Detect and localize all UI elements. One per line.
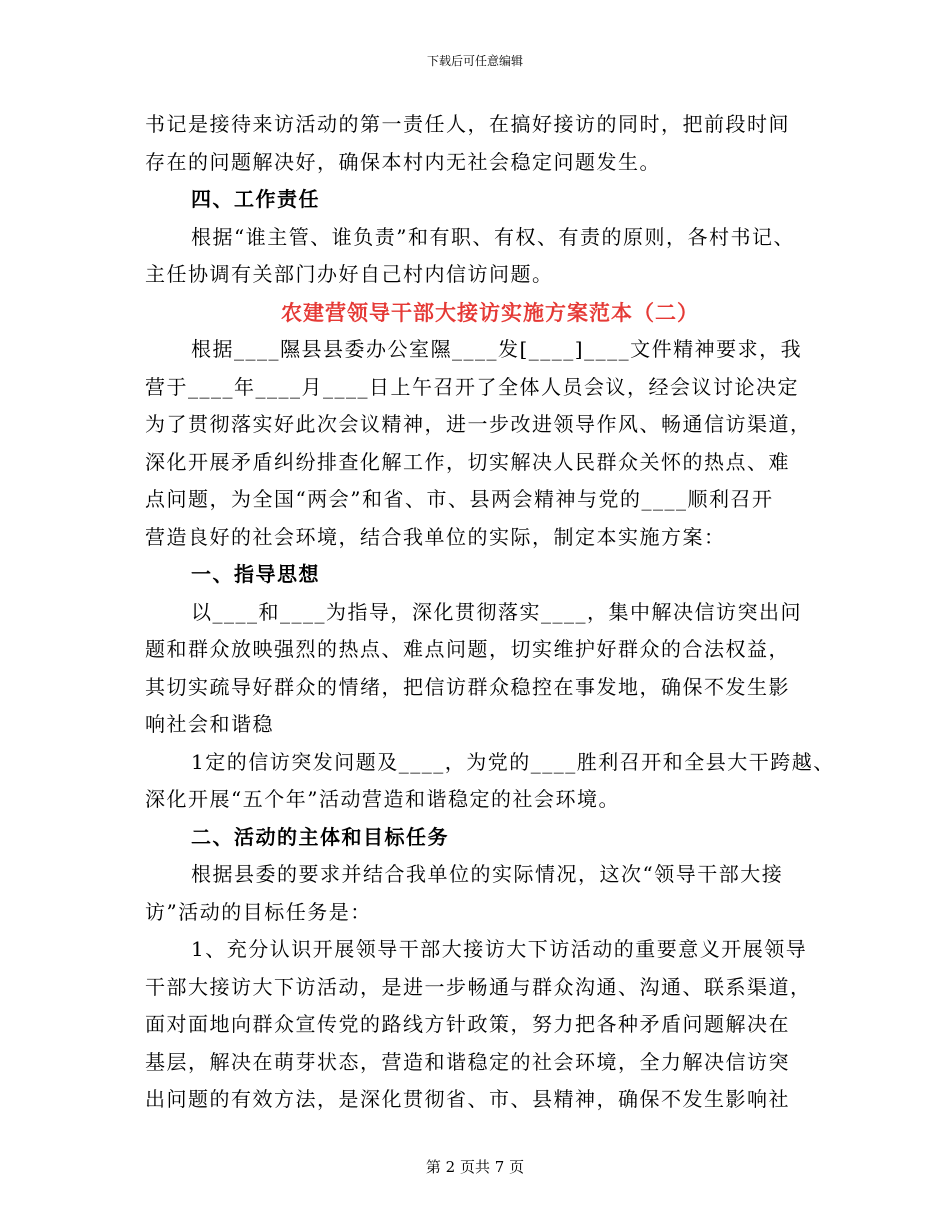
text-line: 根据“谁主管、谁负责”和有职、有权、有责的原则，各村书记、 xyxy=(191,224,795,249)
text-line: 营于____年____月____日上午召开了全体人员会议，经会议讨论决定 xyxy=(145,374,799,399)
page-number: 第 2 页共 7 页 xyxy=(425,1158,525,1176)
text-line: 响社会和谐稳 xyxy=(145,712,274,736)
section-heading: 四、工作责任 xyxy=(191,187,320,211)
section-heading: 一、指导思想 xyxy=(191,562,320,586)
document-body xyxy=(145,106,835,1119)
text-line: 面对面地向群众宣传党的路线方针政策，努力把各种矛盾问题解决在 xyxy=(145,1012,790,1036)
text-line: 营造良好的社会环境，结合我单位的实际，制定本实施方案： xyxy=(145,524,726,549)
text-line: 基层，解决在萌芽状态，营造和谐稳定的社会环境，全力解决信访突 xyxy=(145,1049,790,1074)
text-line: 访”活动的目标任务是： xyxy=(145,899,372,924)
text-line: 根据县委的要求并结合我单位的实际情况，这次“领导干部大接 xyxy=(191,862,784,886)
text-line: 主任协调有关部门办好自己村内信访问题。 xyxy=(145,262,554,286)
text-line: 1、充分认识开展领导干部大接访大下访活动的重要意义开展领导 xyxy=(191,937,808,961)
text-line: 其切实疏导好群众的情绪，把信访群众稳控在事发地，确保不发生影 xyxy=(145,674,790,699)
text-line: 深化开展“五个年”活动营造和谐稳定的社会环境。 xyxy=(145,787,620,811)
document-title: 农建营领导干部大接访实施方案范本（二） xyxy=(281,299,699,325)
text-line: 深化开展矛盾纠纷排查化解工作，切实解决人民群众关怀的热点、难 xyxy=(145,449,790,474)
text-line: 出问题的有效方法，是深化贯彻省、市、县精神，确保不发生影响社 xyxy=(145,1087,790,1111)
page-header-note: 下载后可任意编辑 xyxy=(426,54,523,68)
text-line: 存在的问题解决好，确保本村内无社会稳定问题发生。 xyxy=(145,149,661,174)
text-line: 1定的信访突发问题及____，为党的____胜利召开和全县大干跨越、 xyxy=(191,749,835,774)
text-line: 题和群众放映强烈的热点、难点问题，切实维护好群众的合法权益， xyxy=(145,637,790,661)
text-line: 为了贯彻落实好此次会议精神，进一步改进领导作风、畅通信访渠道， xyxy=(145,412,812,436)
section-heading: 二、活动的主体和目标任务 xyxy=(191,824,449,849)
text-line: 书记是接待来访活动的第一责任人，在搞好接访的同时，把前段时间 xyxy=(145,112,790,136)
text-line: 以____和____为指导，深化贯彻落实____，集中解决信访突出问 xyxy=(191,599,802,624)
text-line: 点问题，为全国“两会”和省、市、县两会精神与党的____顺利召开 xyxy=(145,487,774,511)
text-line: 根据____隰县县委办公室隰____发[____]____文件精神要求，我 xyxy=(191,337,803,361)
text-line: 干部大接访大下访活动，是进一步畅通与群众沟通、沟通、联系渠道， xyxy=(145,974,812,999)
